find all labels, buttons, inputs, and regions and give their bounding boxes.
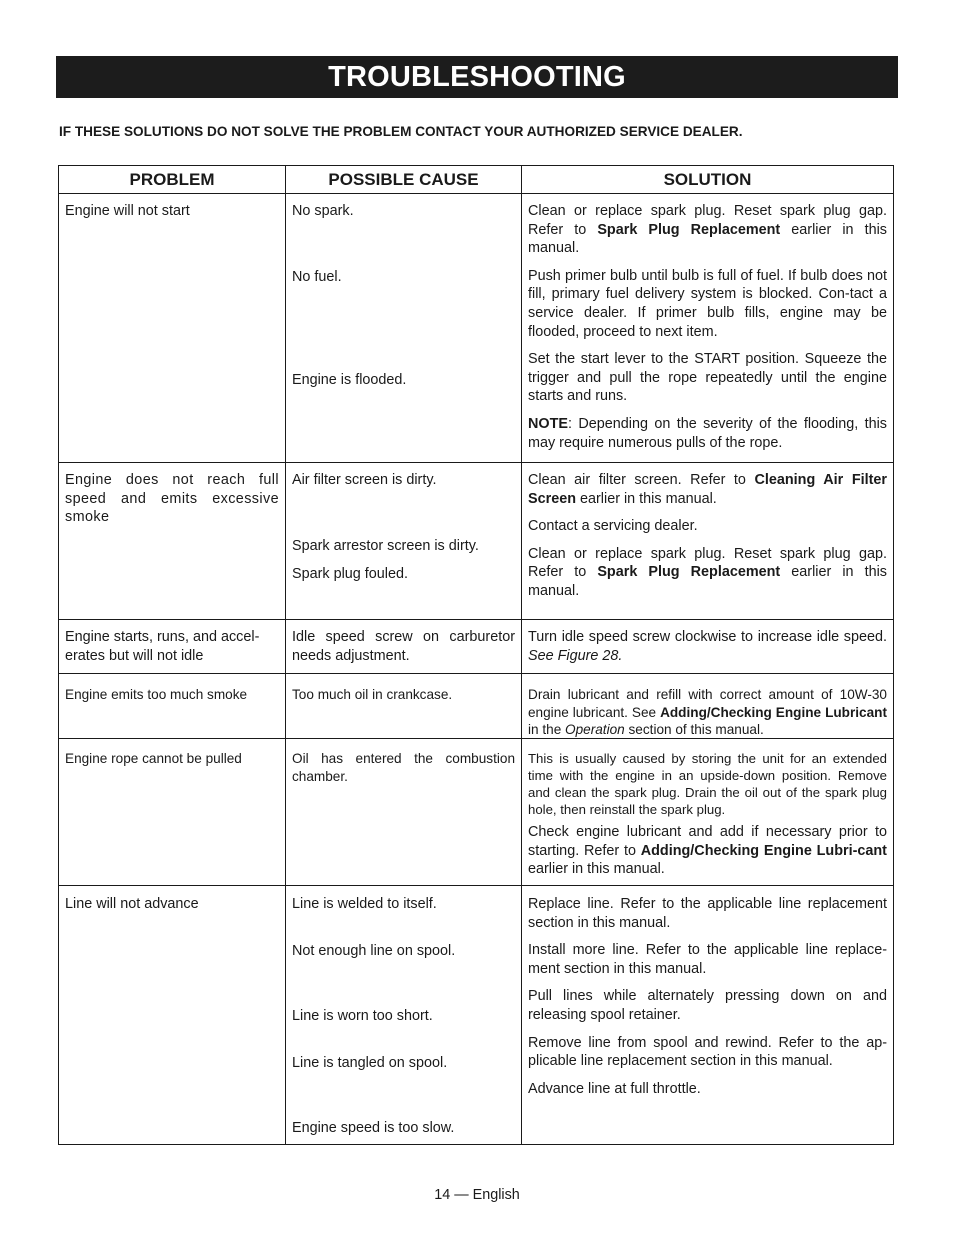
solution-text: This is usually caused by storing the unit for an extended time with the engine in an upside-down position. Remove and clean the spark plug. Drain the oil out of the spark plug hole, then reinstall the spark plug. bbox=[528, 751, 887, 817]
cause-cell: Too much oil in crankcase. bbox=[286, 674, 522, 738]
header-problem: PROBLEM bbox=[59, 166, 286, 193]
solution-text: Replace line. Refer to the applicable line replacement section in this manual. bbox=[528, 896, 887, 931]
header-cause: POSSIBLE CAUSE bbox=[286, 166, 522, 193]
solution-cell bbox=[522, 463, 893, 619]
table-row bbox=[59, 463, 893, 620]
problem-cell: Engine will not start bbox=[59, 194, 286, 462]
cause-text: No fuel. bbox=[292, 269, 342, 285]
solution-cell bbox=[522, 739, 893, 885]
cause-text: Engine speed is too slow. bbox=[292, 1120, 455, 1136]
header-solution: SOLUTION bbox=[663, 170, 752, 189]
cause-cell: Idle speed screw on carburetor needs adjustment. bbox=[286, 620, 522, 673]
cause-text: Line is worn too short. bbox=[292, 1008, 433, 1024]
solution-text: Set the start lever to the START position. Squeeze the trigger and pull the rope repeatedly until the engine starts and runs. bbox=[528, 351, 887, 405]
cause-text: Spark plug fouled. bbox=[292, 566, 409, 582]
table-row bbox=[59, 620, 893, 674]
solution-text: Clean or replace spark plug. Reset spark plug gap. Refer to Spark Plug Replacement earlier in this manual. bbox=[528, 545, 887, 599]
cause-cell bbox=[286, 194, 522, 462]
solution-cell bbox=[522, 194, 893, 462]
cause-cell bbox=[286, 463, 522, 619]
cause-cell bbox=[286, 886, 522, 1144]
cause-text: Air filter screen is dirty. bbox=[292, 472, 437, 488]
solution-note: NOTE: Depending on the severity of the flooding, this may require numerous pulls of the rope. bbox=[528, 415, 887, 451]
solution-text: Contact a servicing dealer. bbox=[528, 518, 698, 535]
solution-cell: Turn idle speed screw clockwise to increase idle speed. See Figure 28. bbox=[528, 629, 887, 664]
table-row bbox=[59, 674, 893, 739]
cause-text: Engine is flooded. bbox=[292, 372, 407, 388]
cause-text: Spark arrestor screen is dirty. bbox=[292, 538, 479, 554]
solution-cell: Drain lubricant and refill with correct amount of 10W-30 engine lubricant. See Adding/Checking Engine Lubricant in the Operation section of this manual. bbox=[528, 687, 887, 737]
cause-text: Not enough line on spool. bbox=[292, 943, 456, 959]
cause-text: Line is welded to itself. bbox=[292, 896, 437, 912]
solution-text: Pull lines while alternately pressing down on and releasing spool retainer. bbox=[528, 988, 887, 1023]
troubleshooting-table bbox=[58, 165, 894, 1145]
problem-cell: Engine does not reach full speed and emits excessive smoke bbox=[59, 463, 286, 619]
page-footer: 14 — English bbox=[434, 1187, 520, 1203]
problem-cell: Engine starts, runs, and accel-erates but will not idle bbox=[59, 620, 286, 673]
cause-text: No spark. bbox=[292, 203, 354, 219]
solution-text: Install more line. Refer to the applicable line replace-ment section in this manual. bbox=[528, 942, 887, 977]
solution-text: Check engine lubricant and add if necessary prior to starting. Refer to Adding/Checking Engine Lubri-cant earlier in this manual. bbox=[528, 824, 887, 878]
table-row bbox=[59, 739, 893, 886]
cause-text: Line is tangled on spool. bbox=[292, 1055, 448, 1071]
problem-cell: Engine rope cannot be pulled bbox=[59, 739, 286, 885]
table-row bbox=[59, 194, 893, 463]
solution-text: Push primer bulb until bulb is full of fuel. If bulb does not fill, primary fuel delivery system is blocked. Con-tact a service dealer. If primer bulb fills, engine may be flooded, proceed to next item. bbox=[528, 267, 887, 340]
problem-cell: Line will not advance bbox=[59, 886, 286, 1144]
solution-cell bbox=[522, 886, 893, 1144]
solution-text: Clean air filter screen. Refer to Cleaning Air Filter Screen earlier in this manual. bbox=[528, 472, 887, 507]
page-title: TROUBLESHOOTING bbox=[56, 56, 898, 98]
cause-cell: Oil has entered the combustion chamber. bbox=[286, 739, 522, 885]
solution-text: Remove line from spool and rewind. Refer to the ap-plicable line replacement section in this manual. bbox=[528, 1034, 887, 1070]
solution-text: Clean or replace spark plug. Reset spark plug gap. Refer to Spark Plug Replacement earlier in this manual. bbox=[528, 203, 887, 257]
table-row bbox=[59, 886, 893, 1144]
solution-text: Advance line at full throttle. bbox=[528, 1080, 701, 1097]
table-header-row bbox=[59, 166, 893, 194]
service-notice: IF THESE SOLUTIONS DO NOT SOLVE THE PROBLEM CONTACT YOUR AUTHORIZED SERVICE DEALER. bbox=[59, 124, 743, 139]
problem-cell: Engine emits too much smoke bbox=[59, 674, 286, 738]
